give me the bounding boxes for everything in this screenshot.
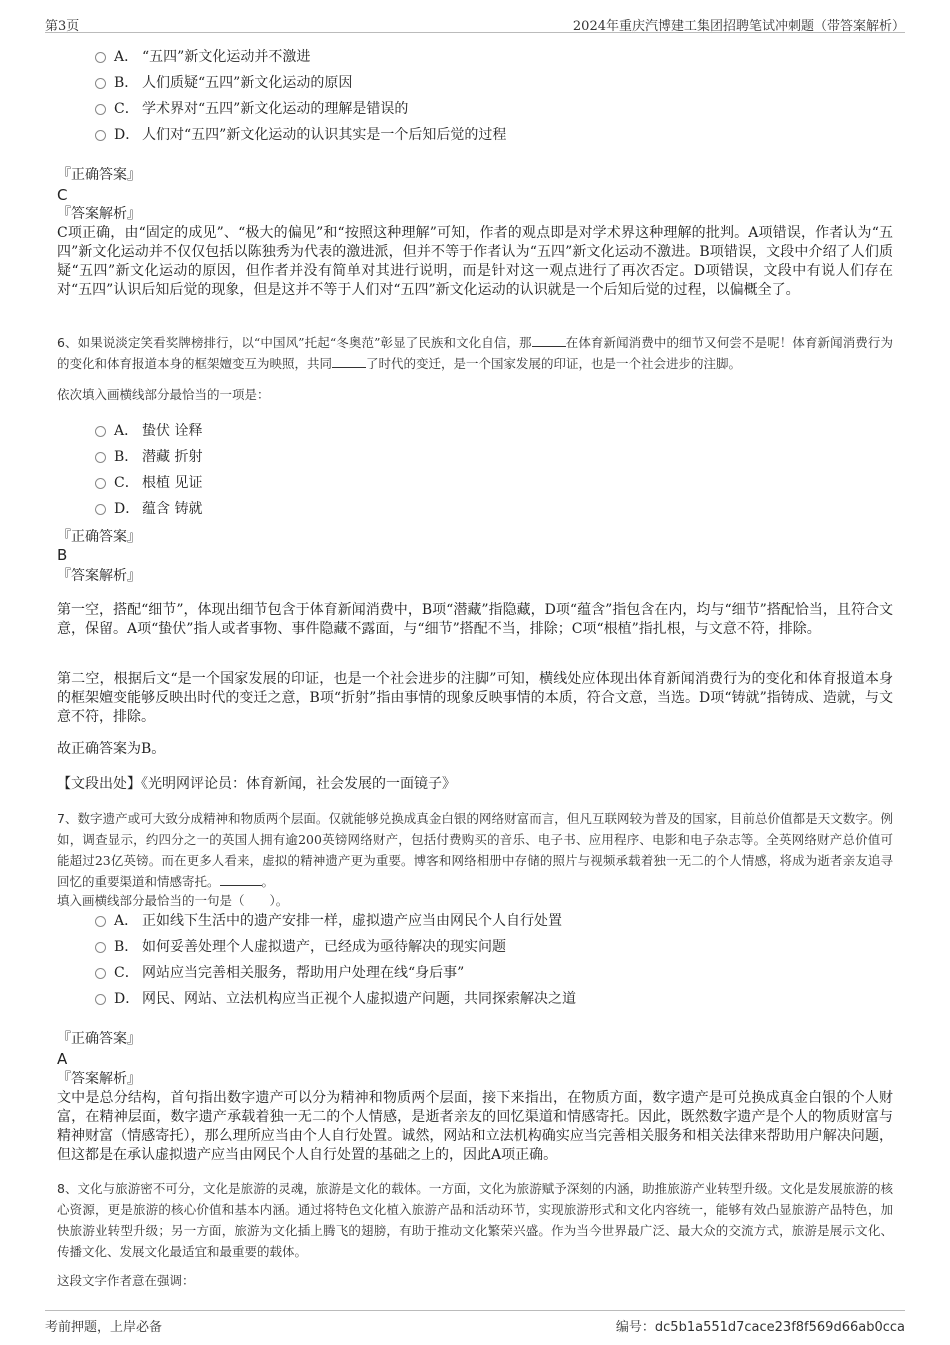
footer-slogan: 考前押题，上岸必备 [45,1320,163,1335]
q5-option-b[interactable]: B． 人们质疑“五四”新文化运动的原因 [95,70,895,96]
q6-analysis-label: 『答案解析』 [57,568,141,584]
document-title: 2024年重庆汽博建工集团招聘笔试冲刺题（带答案解析） [572,19,905,34]
q6-answer: B [57,546,68,564]
q6-analysis-para-2: 第二空，根据后文“是一个国家发展的印证，也是一个社会进步的注脚”可知，横线处应体现出体育新闻消费行为的变化和体育报道本身的框架嬗变能够反映出时代的变迁之意，B项“折射”指由事情的现象反映事情的本质，符合文意，当选。D项“铸就”指铸成、造就，与文意不符，排除。 [57,671,893,725]
page-number: 第3页 [45,19,80,34]
q7-option-d[interactable]: D． 网民、网站、立法机构应当正视个人虚拟遗产问题，共同探索解决之道 [95,986,895,1012]
q7-analysis-label: 『答案解析』 [57,1071,141,1087]
q6-analysis-para-1: 第一空，搭配“细节”，体现出细节包含于体育新闻消费中，B项“潜藏”指隐藏，D项“蕴含”指包含在内，均与“细节”搭配恰当，且符合文意，保留。A项“蛰伏”指人或者事物、事件隐藏不露面，与“细节”搭配不当，排除；C项“根植”指扎根，与文意不符，排除。 [57,602,893,637]
blank-line [220,873,262,886]
q5-option-c[interactable]: C． 学术界对“五四”新文化运动的理解是错误的 [95,96,895,122]
q5-answer-label: 『正确答案』 [57,167,141,183]
page-footer [45,1310,905,1335]
q5-analysis: C项正确，由“固定的成见”、“极大的偏见”和“按照这种理解”可知，作者的观点即是对学术界这种理解的批判。A项错误，作者认为“五四”新文化运动并不仅仅包括以陈独秀为代表的激进派，但并不等于作者认为“五四”新文化运动不激进。B项错误，文段中介绍了人们质疑“五四”新文化运动的原因，但作者并没有简单对其进行说明，而是针对这一观点进行了再次否定。D项错误，文段中有说人们存在对“五四”认识后知后觉的现象，但是这并不等于人们对“五四”新文化运动的认识就是一个后知后觉的过程，以偏概全了。 [57,225,893,298]
q5-option-a[interactable]: A． “五四”新文化运动并不激进 [95,44,895,70]
q6-source: 【文段出处】《光明网评论员：体育新闻，社会发展的一面镜子》 [57,776,456,792]
q7-stem: 7、数字遗产或可大致分成精神和物质两个层面。仅就能够兑换成真金白银的网络财富而言，但凡互联网较为普及的国家，目前总价值都是天文数字。例如，调查显示，约四分之一的英国人拥有逾200英镑网络财产，包括付费购买的音乐、电子书、应用程序、电影和电子杂志等。全英网络财产总价值可能超过23亿英镑。而在更多人看来，虚拟的精神遗产更为重要。博客和网络相册中存储的照片与视频承载着独一无二的个人情感，将成为逝者亲友追寻回忆的重要渠道和情感寄托。 。 [57,811,893,889]
q7-options [95,908,895,1012]
radio-icon[interactable] [95,994,106,1005]
radio-icon[interactable] [95,968,106,979]
q6-analysis-para-3: 故正确答案为B。 [57,741,166,757]
radio-icon[interactable] [95,452,106,463]
radio-icon[interactable] [95,130,106,141]
q8-prompt: 这段文字作者意在强调： [57,1273,195,1288]
blank-line [532,334,566,347]
radio-icon[interactable] [95,78,106,89]
q7-answer: A [57,1050,68,1068]
radio-icon[interactable] [95,52,106,63]
q7-option-b[interactable]: B． 如何妥善处理个人虚拟遗产，已经成为亟待解决的现实问题 [95,934,895,960]
q5-answer: C [57,186,68,204]
q6-option-c[interactable]: C． 根植 见证 [95,470,895,496]
q8-stem: 8、文化与旅游密不可分，文化是旅游的灵魂，旅游是文化的载体。一方面，文化为旅游赋予深刻的内涵，助推旅游产业转型升级。文化是发展旅游的核心资源，更是旅游的核心价值和基本内涵。通过将特色文化植入旅游产品和活动环节，实现旅游形式和文化内容统一，能够有效凸显旅游产品特色，加快旅游业转型升级；另一方面，旅游为文化插上腾飞的翅膀，有助于推动文化繁荣兴盛。作为当今世界最广泛、最大众的交流方式，旅游是展示文化、传播文化、发展文化最适宜和最重要的载体。 [57,1181,893,1259]
radio-icon[interactable] [95,426,106,437]
q6-stem: 6、如果说淡定笑看奖牌榜排行，以“中国风”托起“冬奥范”彰显了民族和文化自信，那 在体育新闻消费中的细节又何尝不是呢！体育新闻消费行为的变化和体育报道本身的框架嬗变互为映照，共同 了时代的变迁，是一个国家发展的印证，也是一个社会进步的注脚。 [57,335,893,371]
radio-icon[interactable] [95,504,106,515]
q5-option-d[interactable]: D． 人们对“五四”新文化运动的认识其实是一个后知后觉的过程 [95,122,895,148]
radio-icon[interactable] [95,104,106,115]
q6-option-b[interactable]: B． 潜藏 折射 [95,444,895,470]
page-header [45,12,905,33]
q6-prompt: 依次填入画横线部分最恰当的一项是： [57,387,270,402]
q7-option-a[interactable]: A． 正如线下生活中的遗产安排一样，虚拟遗产应当由网民个人自行处置 [95,908,895,934]
q6-options [95,418,895,522]
q7-prompt: 填入画横线部分最恰当的一句是（ ）。 [57,893,289,908]
radio-icon[interactable] [95,916,106,927]
radio-icon[interactable] [95,942,106,953]
blank-line [332,355,366,368]
q7-answer-label: 『正确答案』 [57,1031,141,1047]
q5-options [95,44,895,148]
q5-analysis-label: 『答案解析』 [57,206,141,222]
document-code: 编号：dc5b1a551d7cace23f8f569d66ab0cca [615,1320,905,1335]
q7-option-c[interactable]: C． 网站应当完善相关服务，帮助用户处理在线“身后事” [95,960,895,986]
q6-answer-label: 『正确答案』 [57,529,141,545]
q6-option-d[interactable]: D． 蕴含 铸就 [95,496,895,522]
q7-analysis: 文中是总分结构，首句指出数字遗产可以分为精神和物质两个层面，接下来指出，在物质方面，数字遗产是可兑换成真金白银的个人财富，在精神层面，数字遗产承载着独一无二的个人情感，是逝者亲友的回忆渠道和情感寄托。因此，既然数字遗产是个人的物质财富与精神财富（情感寄托），那么理所应当由个人自行处置。诚然，网站和立法机构确实应当完善相关服务和相关法律来帮助用户解决问题，但这都是在承认虚拟遗产应当由网民个人自行处置的基础之上的，因此A项正确。 [57,1090,893,1163]
q6-option-a[interactable]: A． 蛰伏 诠释 [95,418,895,444]
radio-icon[interactable] [95,478,106,489]
